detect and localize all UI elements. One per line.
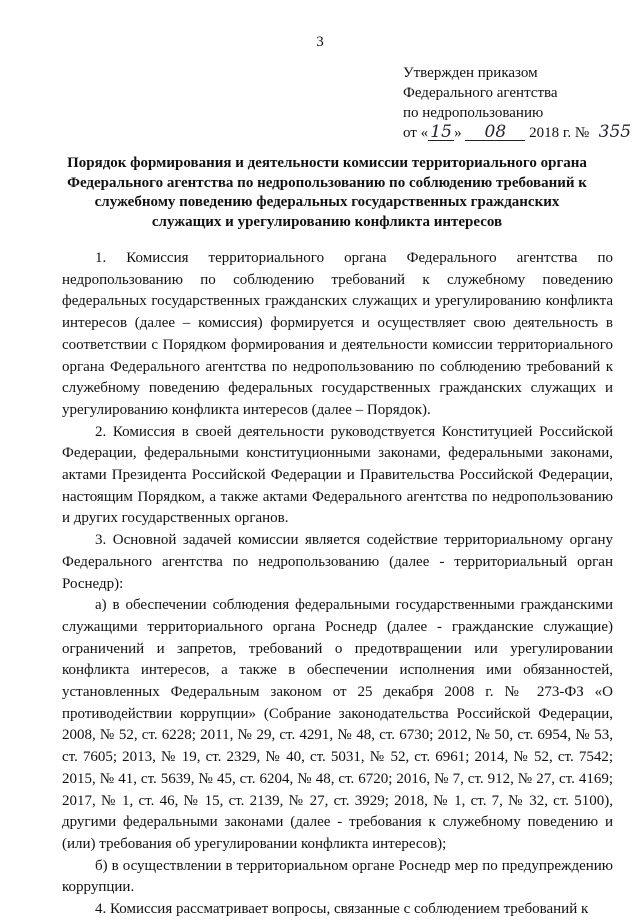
page-number: 3: [316, 34, 324, 50]
paragraph-1: 1. Комиссия территориального органа Федерального агентства по недропользованию по соблюдению требований к служебному поведению федеральных государственных гражданских служащих и урегулированию конфликта интересов (далее – комиссия) формируется и осуществляет свою деятельность в соответствии с Порядком формирования и деятельности комиссии территориального органа Федерального агентства по недропользованию по соблюдению требований к служебному поведению федеральных государственных гражданских служащих и урегулированию конфликта интересов (далее – Порядок).: [62, 250, 613, 418]
handwritten-month: 08: [465, 125, 525, 141]
paragraph-3: 3. Основной задачей комиссии является содействие территориальному органу Федерального агентства по недропользованию (далее - территориальный орган Роснедр):: [62, 532, 613, 592]
approval-date-line: [403, 123, 633, 143]
handwritten-day: 15: [428, 125, 454, 141]
approval-line-1: Утвержден приказом: [403, 65, 538, 81]
document-body: [62, 248, 613, 920]
paragraph-3a: а) в обеспечении соблюдения федеральными государственными гражданскими служащими территориального органа Роснедр (далее - гражданские служащие) ограничений и запретов, требований о предотвращении или урегулировании конфликта интересов, а также в обеспечении исполнения ими обязанностей, установленных Федеральным законом от 25 декабря 2008 г. № 273-ФЗ «О противодействии коррупции» (Собрание законодательства Российской Федерации, 2008, № 52, ст. 6228; 2011, № 29, ст. 4291, № 48, ст. 6730; 2012, № 50, ст. 6954, № 53, ст. 7605; 2013, № 19, ст. 2329, № 40, ст. 5031, № 52, ст. 6961; 2014, № 52, ст. 7542; 2015, № 41, ст. 5639, № 45, ст. 6204, № 48, ст. 6720; 2016, № 7, ст. 912, № 27, ст. 4169; 2017, № 1, ст. 46, № 15, ст. 2139, № 27, ст. 3929; 2018, № 1, ст. 7, № 32, ст. 5100), другими федеральными законами (далее - требования к служебному поведению и (или) требования об урегулировании конфликта интересов);: [62, 597, 613, 852]
handwritten-order-number: 355: [598, 122, 632, 142]
document-title: Порядок формирования и деятельности комиссии территориального органа Федерального агентства по недропользованию по соблюдению требований к служебному поведению федеральных государственных гражданских служащих и урегулированию конфликта интересов: [67, 155, 587, 230]
approval-line-3: по недропользованию: [403, 105, 544, 121]
date-mid: »: [454, 125, 462, 141]
paragraph-3b: б) в осуществлении в территориальном органе Роснедр мер по предупреждению коррупции.: [62, 857, 613, 896]
paragraph-2: 2. Комиссия в своей деятельности руководствуется Конституцией Российской Федерации, федеральными конституционными законами, федеральными законами, актами Президента Российской Федерации и Правительства Российской Федерации, настоящим Порядком, а также актами Федерального агентства по недропользованию и других государственных органов.: [62, 423, 613, 527]
approval-stamp: [403, 63, 633, 143]
date-year: 2018 г. №: [529, 125, 590, 141]
approval-line-2: Федерального агентства: [403, 85, 558, 101]
date-prefix: от «: [403, 125, 429, 141]
paragraph-4: 4. Комиссия рассматривает вопросы, связанные с соблюдением требований к: [95, 901, 589, 918]
